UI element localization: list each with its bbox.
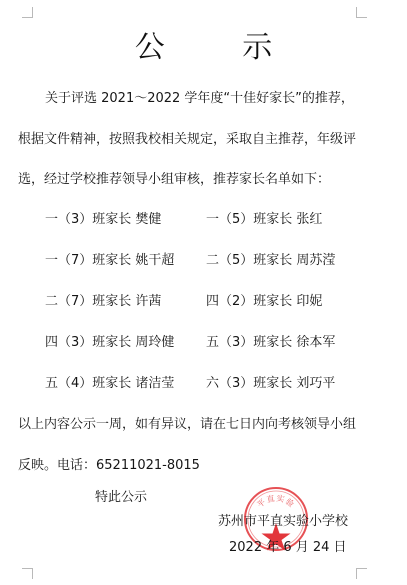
nominee-right-4: 五（3）班家长 徐本军	[206, 335, 336, 350]
page-corner-mark-top-left	[22, 7, 33, 18]
page-corner-mark-bottom-right	[356, 568, 367, 579]
nominee-right-5: 六（3）班家长 刘巧平	[206, 376, 336, 391]
nominee-right-1: 一（5）班家长 张红	[206, 212, 323, 227]
sign-off: 特此公示	[95, 490, 148, 505]
paragraph-line-2: 根据文件精神，按照我校相关规定，采取自主推荐，年级评	[18, 132, 357, 147]
nominee-right-2: 二（5）班家长 周苏滢	[206, 253, 336, 268]
paragraph-line-3: 选，经过学校推荐领导小组审核，推荐家长名单如下：	[18, 172, 331, 187]
page-title: 公 示	[134, 30, 307, 65]
nominee-left-5: 五（4）班家长 诸洁莹	[45, 376, 175, 391]
nominee-left-3: 二（7）班家长 许茜	[45, 294, 162, 309]
school-name-signature: 苏州市平直实验小学校	[218, 514, 349, 529]
nominee-left-1: 一（3）班家长 樊健	[45, 212, 162, 227]
paragraph-line-1: 关于评选 2021～2022 学年度“十佳好家长”的推荐，	[45, 91, 354, 106]
nominee-left-4: 四（3）班家长 周玲健	[45, 335, 175, 350]
seal-text: 平直实验	[255, 493, 297, 510]
nominee-left-2: 一（7）班家长 姚干超	[45, 253, 175, 268]
page-corner-mark-bottom-left	[22, 568, 33, 579]
date-signature: 2022 年 6 月 24 日	[229, 540, 347, 555]
closing-line-1: 以上内容公示一周，如有异议，请在七日内向考核领导小组	[18, 417, 357, 432]
nominee-right-3: 四（2）班家长 印妮	[206, 294, 323, 309]
closing-line-2: 反映。电话：65211021-8015	[18, 458, 200, 473]
page-corner-mark-top-right	[356, 7, 367, 18]
